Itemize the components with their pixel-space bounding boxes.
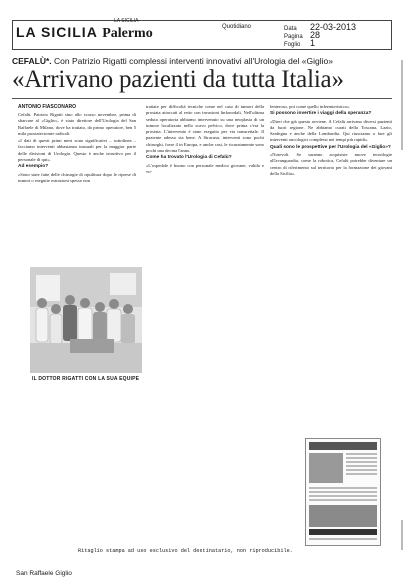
page-label: Pagina: [284, 34, 303, 40]
sheet-value: 1: [310, 38, 316, 48]
team-photo: [30, 267, 142, 373]
paragraph: «Sono state fatte delle chirurgie di ripulitura dopo le riprese di tumori o eseguite estrazioni spesso non: [18, 171, 136, 183]
page-value: 28: [310, 30, 321, 40]
column-2: [146, 104, 264, 176]
paragraph: Cefalù. Patrizio Rigatti sino allo scorso novembre, prima di sbarcare al «Giglio», è stato direttore dell'Urologia del San Raffaele di Milano, dove ha trattato, da primo operatore, ben 5 mila prostatectomie radicali.: [18, 112, 136, 136]
side-code: [398, 60, 406, 150]
paragraph: «Notevoli. Se saranno acquisiste nuove tecnologie all'avanguardia, come la robotica, Cefalù potrebbe diventare un centro di riferimento sul territorio per la formazione dei giovani della Sicilia».: [270, 152, 392, 176]
byline: ANTONIO FIASCONARO: [18, 104, 76, 110]
paragraph: trattate per difficoltà tecniche come nel caso di tumori della prostata attaccati al retto con invasioni linfonodali. Nell'ultima seduta operatoria abbiamo intervenuto su una neoplasia di un tumore localizzato nello scavo pelvico, dove prima c'era la prostata. L'intervento è stato eseguito per via transrettale. Il paziente adesso sta bene. A Siracusa, interventi sono pochi chirurghi, forse 4 in Europa, e anche casi, le ricuratamente sono pochi una decina l'anno.: [146, 104, 264, 154]
thumbnail-image: [306, 439, 380, 545]
headline: «Arrivano pazienti da tutta Italia»: [12, 66, 344, 93]
column-3: [270, 104, 392, 178]
date-value: 22-03-2013: [310, 22, 357, 32]
question: Come ha trovato l'Urologia di Cefalù?: [146, 155, 232, 161]
footer-name: San Raffaele Giglio: [16, 570, 72, 577]
question: Quali sono le prospettive per l'Urologia del «Giglio»?: [270, 144, 391, 150]
paragraph: «I dati di questi primi mesi sono significativi – sottolinea – facciamo interventi abbastanza inusuali per la maggior parte delle divisioni di Urologia. Questo è anche istruttivo per il personale di qui».: [18, 138, 136, 163]
kicker: CEFALÙ*.: [12, 56, 52, 66]
sheet-label: Foglio: [284, 42, 301, 48]
clipping-note: Ritaglio stampa ad uso esclusivo del destinatario, non riproducibile.: [78, 548, 293, 554]
quotidiano-label: Quotidiano: [222, 24, 252, 30]
photo-caption: IL DOTTOR RIGATTI CON LA SUA EQUIPE: [32, 376, 140, 382]
column-1: [18, 112, 136, 185]
paragraph: lenteroso, poi come quello infermieristico».: [270, 104, 351, 109]
deck: Con Patrizio Rigatti complessi interventi innovativi all'Urologia del «Giglio»: [54, 56, 333, 66]
date-label: Data: [284, 26, 297, 32]
paragraph: «L'ospedale è buono con personale medico giovane, valido e vo-: [146, 162, 264, 174]
paper-name: LA SICILIA: [16, 24, 98, 40]
headline-rule: [12, 98, 392, 99]
side-code-bottom: [398, 520, 406, 550]
paper-small: LA SICILIA: [114, 18, 139, 24]
masthead: [16, 18, 153, 42]
paragraph: «Direi che già questo avviene. A Cefalù arrivano diversi pazienti da fuori regione. Ne abbiamo curati della Toscana, Lazio, Sardegna e anche della Lombardia. Qui riusciamo a fare gli interventi oncologici complessi nei tempi più rapidi».: [270, 118, 392, 143]
question: Ad esempio?: [18, 164, 49, 170]
question: Si possono invertire i viaggi della speranza?: [270, 111, 372, 117]
page-thumbnail: [305, 438, 381, 546]
edition-name: Palermo: [102, 26, 153, 41]
